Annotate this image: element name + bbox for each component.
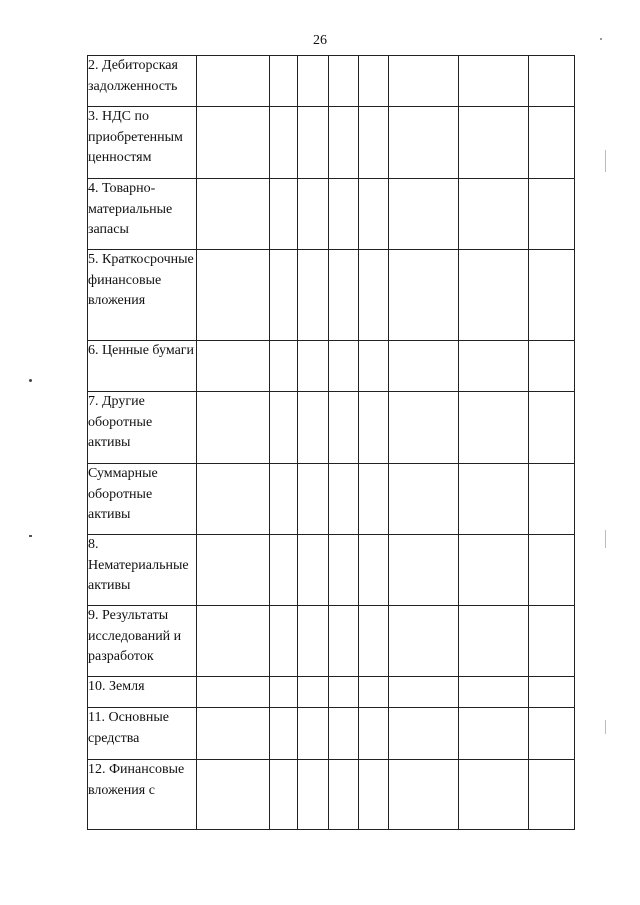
table-row (88, 464, 575, 535)
row-label: 3. НДС по приобретенным ценностям (88, 107, 197, 179)
table-cell (329, 677, 359, 708)
row-label: 6. Ценные бумаги (88, 341, 197, 392)
row-label: 7. Другие оборотные активы (88, 392, 197, 464)
table-cell (389, 535, 459, 606)
table-cell (459, 606, 529, 677)
table-cell (329, 341, 359, 392)
table-cell (197, 107, 270, 179)
table-cell (298, 392, 329, 464)
table-cell (359, 464, 389, 535)
table-cell (389, 760, 459, 830)
table-cell (389, 708, 459, 760)
table-cell (270, 250, 298, 341)
table-cell (270, 392, 298, 464)
table-cell (329, 708, 359, 760)
table-cell (329, 760, 359, 830)
table-row (88, 56, 575, 107)
table-cell (459, 341, 529, 392)
table-cell (270, 341, 298, 392)
table-cell (270, 56, 298, 107)
table-cell (359, 392, 389, 464)
table-cell (459, 250, 529, 341)
table-cell (459, 708, 529, 760)
table-cell (298, 708, 329, 760)
table-cell (359, 250, 389, 341)
table-cell (529, 341, 575, 392)
table-cell (529, 392, 575, 464)
table-row (88, 107, 575, 179)
table-cell (197, 179, 270, 250)
table-cell (329, 179, 359, 250)
table-cell (389, 250, 459, 341)
table-cell (529, 464, 575, 535)
table-cell (298, 250, 329, 341)
table-row (88, 341, 575, 392)
table-cell (459, 107, 529, 179)
table-row (88, 535, 575, 606)
table-cell (459, 464, 529, 535)
table-cell (329, 606, 359, 677)
table-cell (529, 250, 575, 341)
table-cell (459, 56, 529, 107)
table-cell (197, 56, 270, 107)
table-cell (298, 760, 329, 830)
table-cell (389, 341, 459, 392)
table-cell (529, 708, 575, 760)
table-cell (298, 56, 329, 107)
row-label: 2. Дебиторская задолженность (88, 56, 197, 107)
table-cell (389, 107, 459, 179)
table-cell (529, 535, 575, 606)
table-row (88, 250, 575, 341)
row-label: Суммарные оборотные активы (88, 464, 197, 535)
table-cell (359, 606, 389, 677)
table-cell (197, 760, 270, 830)
table-cell (270, 677, 298, 708)
row-label: 10. Земля (88, 677, 197, 708)
table-cell (298, 107, 329, 179)
table-cell (359, 179, 389, 250)
table-cell (197, 606, 270, 677)
table-cell (359, 708, 389, 760)
table-cell (298, 179, 329, 250)
row-label: 4. Товарно-материальные запасы (88, 179, 197, 250)
row-label: 12. Финансовые вложения с (88, 760, 197, 830)
table-cell (197, 464, 270, 535)
table-cell (359, 677, 389, 708)
table-cell (459, 179, 529, 250)
table-cell (270, 606, 298, 677)
scan-speck (29, 379, 32, 382)
table-row (88, 392, 575, 464)
scan-speck (605, 150, 606, 172)
table-cell (329, 250, 359, 341)
scan-speck (600, 38, 602, 40)
table-row (88, 708, 575, 760)
scan-speck (605, 720, 606, 734)
table-cell (459, 535, 529, 606)
table-cell (197, 341, 270, 392)
table-cell (298, 606, 329, 677)
table-cell (270, 760, 298, 830)
row-label: 11. Основные средства (88, 708, 197, 760)
table-cell (298, 464, 329, 535)
row-label: 5. Краткосрочные финансовые вложения (88, 250, 197, 341)
table-cell (389, 392, 459, 464)
assets-table (87, 55, 575, 830)
table-cell (359, 107, 389, 179)
scan-speck (605, 530, 606, 548)
table-cell (298, 535, 329, 606)
table-cell (329, 56, 359, 107)
table-cell (529, 179, 575, 250)
table-cell (359, 760, 389, 830)
row-label: 8. Нематериальные активы (88, 535, 197, 606)
table-cell (529, 760, 575, 830)
table-cell (459, 760, 529, 830)
table-row (88, 760, 575, 830)
table-cell (359, 56, 389, 107)
table-cell (197, 392, 270, 464)
table-cell (298, 341, 329, 392)
table-cell (529, 107, 575, 179)
table-row (88, 606, 575, 677)
table-cell (329, 107, 359, 179)
table-row (88, 179, 575, 250)
table-cell (197, 677, 270, 708)
table-cell (270, 107, 298, 179)
table-cell (298, 677, 329, 708)
table-cell (529, 606, 575, 677)
table-cell (329, 392, 359, 464)
table-cell (389, 677, 459, 708)
row-label: 9. Результаты исследований и разработок (88, 606, 197, 677)
table-cell (197, 535, 270, 606)
table-cell (329, 535, 359, 606)
table-cell (270, 464, 298, 535)
page-number: 26 (313, 33, 327, 48)
table-cell (270, 708, 298, 760)
table-cell (389, 179, 459, 250)
table-cell (389, 56, 459, 107)
table-row (88, 677, 575, 708)
table-cell (270, 179, 298, 250)
table-cell (359, 341, 389, 392)
table-cell (389, 464, 459, 535)
table-cell (197, 708, 270, 760)
table-cell (529, 56, 575, 107)
table-cell (359, 535, 389, 606)
table-cell (197, 250, 270, 341)
table-cell (459, 677, 529, 708)
table-cell (529, 677, 575, 708)
table-cell (329, 464, 359, 535)
table-cell (270, 535, 298, 606)
table-cell (389, 606, 459, 677)
table-cell (459, 392, 529, 464)
scan-speck (29, 535, 32, 537)
